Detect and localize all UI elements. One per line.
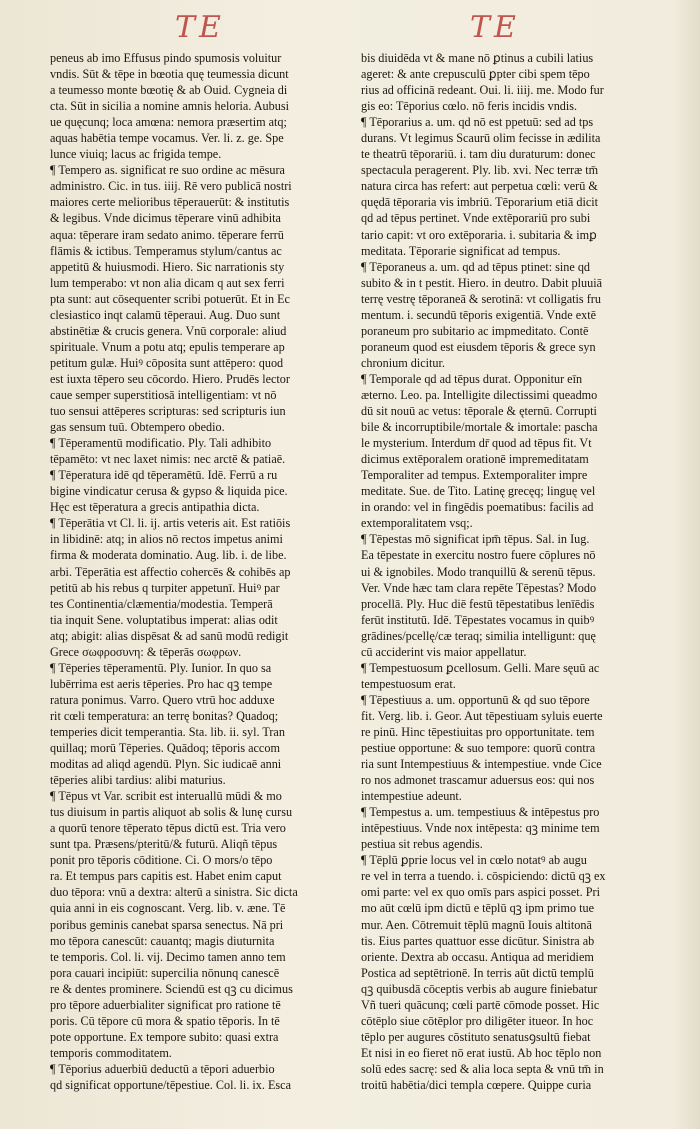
right-column-line: Vñ tueri quācunq; cœli partē cōmode posset. Hic [361,997,600,1012]
right-column-line: mentum. i. secundū tēporis exigentiā. Vnde extē [361,307,597,322]
left-column-line: lubērrima est aeris tēperies. Pro hac qꝫ tempe [50,676,273,691]
right-column-line: oriente. Dextra ab occasu. Antiqua ad meridiem [361,949,594,964]
left-column-line: caue semper superstitiosā intelligentiam: vt nō [50,387,277,402]
right-column-line: subito & in t pestit. Hiero. in deutro. Dabit pluuiā [361,275,603,290]
running-head-left: TE [175,10,225,45]
left-column-line: vndis. Sūt & tēpe in bœotia quę teumessia dicunt [50,67,289,82]
left-column-line: flāmis & ictibus. Temperamus stylum/cantus ac [50,243,282,258]
left-column-line: arbi. Tēperātia est affectio cohercēs & cohibēs ap [50,564,291,579]
left-column-line: cta. Sūt in sicilia a nomine amnis heloria. Aubusi [50,99,289,114]
left-column-line: pro tēpore aduerbialiter significat pro ratione tē [50,997,281,1012]
left-column-line: pora cauari incipiūt: supercilia nōnunq canescē [50,965,280,980]
left-column-line: tus diuisum in partis aliquot ab solis & lunę cursu [50,805,293,820]
right-column-line: ¶ Tempestuosum ꝑcellosum. Gelli. Mare sęuū ac [361,660,600,675]
left-column-line: ra. Et tempus pars capitis est. Habet enim caput [50,869,282,884]
right-column-line: ¶ Tēplū ꝑprie locus vel in cœlo notatꝰ ab augu [361,853,587,868]
right-column-line: cōtēplo siue cōtēplor pro diligēter itueor. In hoc [361,1013,594,1028]
right-column-line: poraneum quod est eiusdem tēporis & grece syn [361,339,596,354]
right-column-line: ¶ Tempestus a. um. tempestiuus & intēpestus pro [361,805,600,820]
left-column-line: Hęc est tēperatura a grecis antipathia dicta. [50,500,260,515]
right-column-line: troitū habētia/dici templa cœpere. Quippe curia [361,1078,592,1092]
left-column-line: spirituale. Vnum a potu atq; epulis temperare ap [50,339,285,354]
right-column-line: tempestuosum erat. [361,676,456,691]
right-column-line: spectacula peragerent. Ply. lib. xvi. Nec terræ tm̄ [361,163,599,178]
left-column-line: pta sunt: aut cōsequenter scribi potuerūt. Et in Ec [50,291,290,306]
right-column-line: chronium dicitur. [361,355,445,370]
left-column-line: ¶ Tempero as. significat re suo ordine ac mēsura [50,163,285,178]
left-column-line: est iuxta tēpero seu cōcordo. Hiero. Prudēs lector [50,371,290,386]
left-column [50,50,365,1093]
left-column-line: a quorū tenore tēperato tēpus dictū est. Tria vero [50,821,286,836]
left-column-line: mo tēpora canescūt: cauantq; magis diuturnita [50,933,275,948]
right-column-line: solū edes sacrę: sed & alia loca septa & vnū tm̄ in [361,1061,604,1076]
right-column-line: terrę vestrę tēporaneā & serotinā: vt colligatis fru [361,291,601,306]
left-column-line: petitū ab his rebus q turpiter appetunī. Huiꝰ par [50,580,280,595]
right-column-line: ui & ignobiles. Modo tranquillū & serenū tēpus. [361,564,596,579]
right-column-line: ria sunt Intempestiuus & intempestiue. vnde Cice [361,757,602,772]
left-column-line: lum temperabo: vt non alia dicam q aut sex ferri [50,275,285,290]
left-column-line: moditas ad aliqd agendū. Plyn. Sic iudicaē anni [50,757,282,772]
left-column-line: ratura ponimus. Varro. Quero vtrū hoc adduxe [50,692,275,707]
right-column-line: le mysterium. Interdum dr̄ quod ad tēpus fit. Vt [361,436,592,451]
left-column-line: quia anni in eis cognoscant. Verg. lib. v. æne. Tē [50,901,286,916]
left-column-line: bigine vindicatur cerusa & gypso & liquida pice. [50,484,288,499]
running-head-right: TE [470,10,520,45]
right-column-line: extemporalitatem vsq;. [361,516,473,531]
left-column-line: a teumesso monte bœotię & ab Ouid. Cygneia di [50,83,288,98]
left-column-line: ¶ Tēpus vt Var. scribit est interuallū mūdi & mo [50,789,282,804]
left-column-line: tia inquit Sene. voluptatibus imperat: alias odit [50,612,278,627]
right-column-line: cū acciderint vis maior appellatur. [361,644,527,659]
left-column-line: atq; abigit: alias dispēsat & ad sanū modū redigit [50,628,289,643]
right-column-line: natura circa has refert: aut perpetua cœli: verū & [361,179,598,194]
left-column-line: petitum gulæ. Huiꝰ cōposita sunt attēpero: quod [50,355,284,370]
right-column-line: meditate. Sue. de Tito. Latinę grecęq; linguę vel [361,484,596,499]
left-column-line: firma & moderata dominatio. Aug. lib. i. de libe. [50,548,287,563]
right-column [361,50,676,1093]
right-column-line: tario capit: vt oro extēporaria. i. subitaria & imꝑ [361,227,597,242]
right-column-line: ¶ Tēporarius a. um. qd nō est ppetuū: sed ad tps [361,115,594,130]
left-column-line: ¶ Tēperatura idē qd tēperamētū. Idē. Ferrū a ru [50,468,278,483]
right-column-line: re pinū. Hinc tēpestiuitas pro opportunitate. tem [361,724,595,739]
left-column-line: ue quęcunq; loca amœna: nemora præsertim atq; [50,115,287,130]
right-column-line: quędā tēporaria vis imbriū. Tēporarium etiā dicit [361,195,599,210]
right-column-line: æterno. Leo. pa. Intelligite dilectissimi queadmo [361,387,598,402]
left-column-line: administro. Cic. in tus. iiij. Rē vero publicā nostri [50,179,292,194]
right-column-line: pestiue opportune: & suo tempore: quorū contra [361,741,596,756]
left-column-line: aquas habētia tempe vocamus. Ver. li. z. ge. Spe [50,131,284,146]
right-column-line: grādines/pcellę/cæ teraq; similia intelligunt: quę [361,628,596,643]
right-column-line: durans. Vt legimus Scaurū olim fecisse in ædilita [361,131,601,146]
right-column-line: intempestiue adeunt. [361,789,462,804]
right-column-line: tēplo per augures cōstituto senatusꝯsultū fiebat [361,1029,591,1044]
left-column-line: pote opportune. Ex tempore subito: quasi extra [50,1029,279,1044]
left-column-line: aqua: tēperare iram sedato animo. tēperare ferrū [50,227,284,242]
right-column-line: dicimus extēporalem orationē impremeditatam [361,452,589,467]
right-column-line: Ea tēpestate in exercitu nostro fuere cōplures nō [361,548,596,563]
right-column-line: in orando: vel in fingēdis poematibus: facilis ad [361,500,594,515]
left-column-line: rit cœli temperatura: an terrę bonitas? Quadoq; [50,708,279,723]
left-column-line: temperies dicit temperantia. Sta. lib. ii. syl. Tran [50,724,285,739]
right-column-line: ¶ Tēpestas mō significat ipm̄ tēpus. Sal. in Iug. [361,532,590,547]
right-column-line: poraneum pro subitario ac impmeditato. Contē [361,323,589,338]
right-column-line: Postica ad septētrionē. In terris aūt dictū templū [361,965,594,980]
left-column-line: ponit pro tēporis cōditione. Ci. O mors/o tēpo [50,853,273,868]
right-column-line: Et nisi in eo fieret nō erat iustū. Ab hoc tēplo non [361,1045,602,1060]
right-column-line: omi parte: vel ex quo omīs pars aspici posset. Pri [361,885,600,900]
right-column-line: mur. Aen. Cōtremuit tēplū magnū Iouis altitonā [361,917,592,932]
right-column-line: ¶ Temporale qd ad tēpus durat. Opponitur eīn [361,371,583,386]
right-column-line: intēpestiuus. Vnde nox intēpesta: qꝫ minime tem [361,821,600,836]
right-column-line: pestiua sit rebus agendis. [361,837,483,852]
right-column-line: bile & incorruptibile/mortale & imortale: pascha [361,420,598,435]
left-column-line: & legibus. Vnde dicimus tēperare vinū adhibita [50,211,281,226]
left-column-line: in libidinē: atq; in alios nō rectos impetus animi [50,532,283,547]
left-column-line: tēpamēto: vt nec laxet nimis: nec arctē & patiaē. [50,452,286,467]
right-column-line: gis eo: Tēporius cœlo. nō feris incidis vndis. [361,99,578,114]
right-column-line: ¶ Tēporaneus a. um. qd ad tēpus ptinet: sine qd [361,259,591,274]
left-column-line: peneus ab imo Effusus pindo spumosis voluitur [50,51,282,65]
left-column-line: te temporis. Col. li. vij. Decimo tamen anno tem [50,949,286,964]
left-column-line: tuo sensui attēperes scripturas: sed scripturis iun [50,404,286,419]
right-column-line: bis diuidēda vt & mane nō ꝑtinus a cubili latius [361,51,594,65]
left-column-line: tes Continentia/clæmentia/modestia. Temperā [50,596,273,611]
right-column-line: Ver. Vnde hæc tam clara repēte Tēpestas? Modo [361,580,597,595]
right-column-line: qꝫ quibusdā cōceptis verbis ab augure finiebatur [361,981,598,996]
right-column-line: ¶ Tēpestiuus a. um. opportunū & qd suo tēpore [361,692,590,707]
left-column-line: maiores certe melioribus tēperauerūt: & institutis [50,195,290,210]
left-column-line: appetitū & huiusmodi. Hiero. Sic narrationis sty [50,259,285,274]
left-column-line: poris. Cū tēpore cū mora & spatio tēporis. In tē [50,1013,280,1028]
right-column-line: fit. Verg. lib. i. Geor. Aut tēpestiuam syluis euerte [361,708,603,723]
right-column-line: rius ad officinā redeant. Oui. li. iiij. me. Modo fur [361,83,604,98]
running-head [0,10,700,50]
right-column-line: qd ad tēpus pertinet. Vnde extēporariū pro subi [361,211,591,226]
left-column-line: clesiastico inqt calamū tēperaui. Aug. Duo sunt [50,307,281,322]
right-column-line: te theatrū tēporariū. i. tam diu duraturum: donec [361,147,596,162]
left-column-line: poribus geminis canebat sparsa senectus. Nā pri [50,917,284,932]
left-column-line: tēperies alibi tardius: alibi maturius. [50,773,226,788]
left-column-line: ¶ Tēperies tēperamentū. Ply. Iunior. In quo sa [50,660,272,675]
right-column-line: Temporaliter ad tempus. Extemporaliter impre [361,468,588,483]
left-column-line: duo tēpora: vnū a dextra: alterū a sinistra. Sic dicta [50,885,298,900]
right-column-line: re vel in terra a tuendo. i. cōspiciendo: dictū qꝫ ex [361,869,606,884]
right-column-line: dū sit nouū ac vetus: tēporale & ęternū. Corrupti [361,404,597,419]
right-column-line: ro nos admonet trascamur aduersus eos: qui nos [361,773,595,788]
right-column-line: mo aūt cœlū ipm dictū e tēplū qꝫ ipm primo tue [361,901,595,916]
left-column-line: re & dentes prominere. Sciendū est qꝫ cu dicimus [50,981,293,996]
left-column-line: ¶ Tēperamentū modificatio. Ply. Tali adhibito [50,436,272,451]
right-column-line: meditata. Tēporarie significat ad tempus. [361,243,561,258]
page-edge-shadow [674,0,700,1129]
right-column-line: tis. Eius partes quattuor esse dicūtur. Sinistra ab [361,933,595,948]
left-column-line: lunce viuiq; lacus ac frigida tempe. [50,147,222,162]
left-column-line: ¶ Tēporius aduerbiū deductū a tēpori aduerbio [50,1061,275,1076]
left-column-line: gas sensum tuū. Obtempero obedio. [50,420,225,435]
left-column-line: abstinētiæ & crucis genera. Vnū corporale: aliud [50,323,287,338]
left-column-line: ¶ Tēperātia vt Cl. li. ij. artis veteris ait. Est ratiōis [50,516,291,531]
left-column-line: sunt tpa. Præsens/pteritū/& futurū. Aliqñ tēpus [50,837,278,852]
right-column-line: procellā. Ply. Huc diē festū tēpestatibus lenīēdis [361,596,595,611]
right-column-line: ferūt institutū. Idē. Tēpestates vocamus in quibꝰ [361,612,595,627]
left-column-line: Grece σωφροσυνη: & tēperās σωφρων. [50,644,242,659]
left-column-line: temporis commoditatem. [50,1045,172,1060]
right-column-line: ageret: & ante crepusculū ꝑpter cibi spem tēpo [361,67,590,82]
left-column-line: qd significat opportune/tēpestiue. Col. li. ix. Esca [50,1078,291,1092]
left-column-line: quillaq; morū Tēperies. Quādoq; tēporis accom [50,741,280,756]
